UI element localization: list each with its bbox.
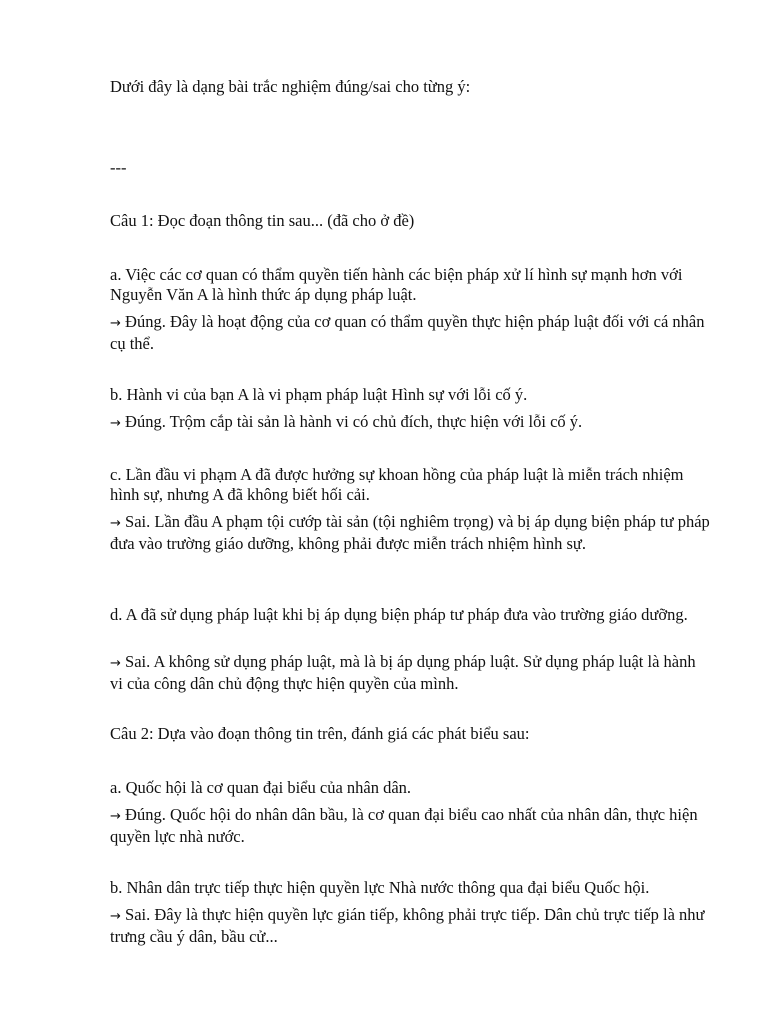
arrow-icon: → xyxy=(110,809,121,824)
cau1-title: Câu 1: Đọc đoạn thông tin sau... (đã cho ở đề) xyxy=(110,211,415,230)
cau1-a-statement: a. Việc các cơ quan có thẩm quyền tiến hành các biện pháp xử lí hình sự mạnh hơn với Nguyễn Văn A là hình thức áp dụng pháp luật. xyxy=(110,265,683,304)
cau1-b-statement: b. Hành vi của bạn A là vi phạm pháp luật Hình sự với lỗi cố ý. xyxy=(110,385,528,404)
answer-text: Đúng. Quốc hội do nhân dân bầu, là cơ quan đại biểu cao nhất của nhân dân, thực hiện quyền lực nhà nước. xyxy=(110,805,698,846)
cau2-a-statement: a. Quốc hội là cơ quan đại biểu của nhân dân. xyxy=(110,778,412,797)
arrow-icon: → xyxy=(110,416,121,431)
arrow-icon: → xyxy=(110,909,121,924)
answer-text: Đúng. Trộm cắp tài sản là hành vi có chủ đích, thực hiện với lỗi cố ý. xyxy=(125,412,583,431)
answer-text: Sai. Lần đầu A phạm tội cướp tài sản (tội nghiêm trọng) và bị áp dụng biện pháp tư pháp đưa vào trường giáo dưỡng, không phải được miễn trách nhiệm hình sự. xyxy=(110,512,710,553)
answer-text: Đúng. Đây là hoạt động của cơ quan có thẩm quyền thực hiện pháp luật đối với cá nhân cụ thể. xyxy=(110,312,705,353)
separator: --- xyxy=(110,158,127,177)
cau1-c-statement: c. Lần đầu vi phạm A đã được hưởng sự khoan hồng của pháp luật là miễn trách nhiệm hình sự, nhưng A đã không biết hối cải. xyxy=(110,465,684,504)
cau2-a-answer xyxy=(110,805,710,846)
cau2-b-statement: b. Nhân dân trực tiếp thực hiện quyền lực Nhà nước thông qua đại biểu Quốc hội. xyxy=(110,878,650,897)
cau1-d-statement: d. A đã sử dụng pháp luật khi bị áp dụng biện pháp tư pháp đưa vào trường giáo dưỡng. xyxy=(110,605,688,624)
cau2-title: Câu 2: Dựa vào đoạn thông tin trên, đánh giá các phát biểu sau: xyxy=(110,724,530,743)
cau1-a-answer xyxy=(110,312,710,353)
arrow-icon: → xyxy=(110,516,121,531)
arrow-icon: → xyxy=(110,656,121,671)
answer-text: Sai. Đây là thực hiện quyền lực gián tiếp, không phải trực tiếp. Dân chủ trực tiếp là như trưng cầu ý dân, bầu cử... xyxy=(110,905,705,946)
arrow-icon: → xyxy=(110,316,121,331)
cau1-d-answer xyxy=(110,652,710,693)
cau1-b-answer xyxy=(110,412,710,434)
intro-text: Dưới đây là dạng bài trắc nghiệm đúng/sai cho từng ý: xyxy=(110,77,471,96)
answer-text: Sai. A không sử dụng pháp luật, mà là bị áp dụng pháp luật. Sử dụng pháp luật là hành vi của công dân chủ động thực hiện quyền của mình. xyxy=(110,652,696,693)
cau1-c-answer xyxy=(110,512,710,553)
cau2-b-answer xyxy=(110,905,710,946)
